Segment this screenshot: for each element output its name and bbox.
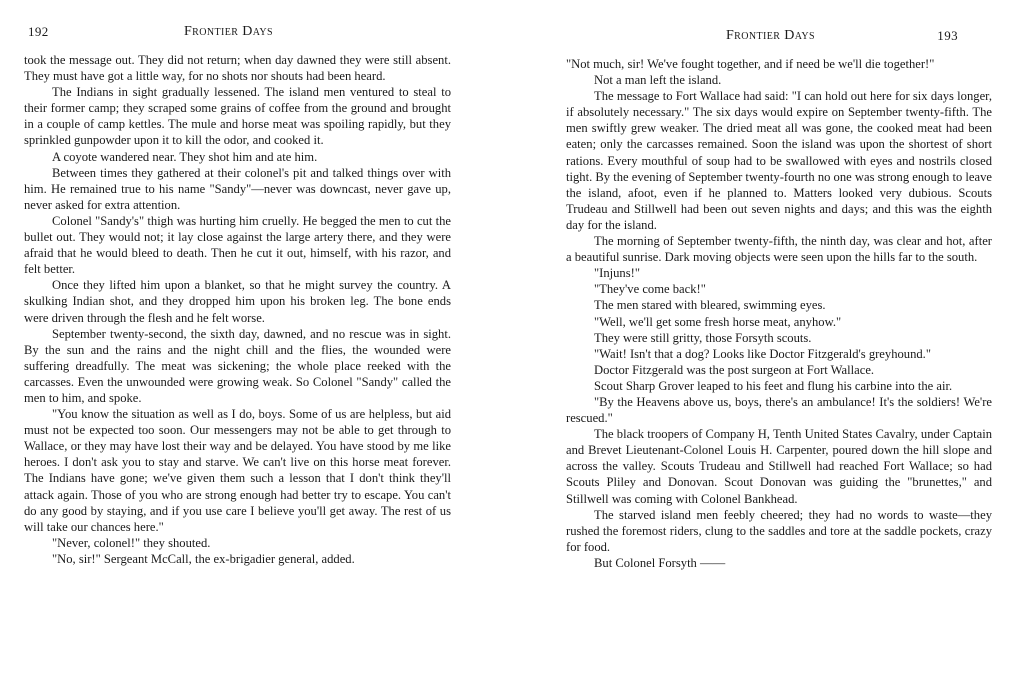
paragraph: Doctor Fitzgerald was the post surgeon at Fort Wallace.	[594, 362, 875, 377]
running-head	[566, 28, 992, 46]
paragraph: September twenty-second, the sixth day, dawned, and no rescue was in sight. By the sun and the rains and the night chill and the flies, the wounded were suffering dreadfully. The meat was sickening; the whole place reeked with the carcasses. Even the unwounded were growing weak. So Colonel "Sandy" called the men to him, and spoke.	[24, 326, 451, 405]
body-text	[566, 56, 992, 571]
page-number: 192	[28, 24, 49, 39]
paragraph: The message to Fort Wallace had said: "I can hold out here for six days longer, if absolutely necessary." The six days would expire on September twenty-fifth. The men swiftly grew weaker. The dried meat all was gone, the cooked meat had been eaten; only the carcasses remained. Soon the island was upon the shortest of short rations. Every mouthful of soup had to be swallowed with eyes and nostrils closed tight. By the evening of September twenty-fourth no one was strong enough to leave the island, afoot, even if he planned to. Matters looked very dubious. Scouts Trudeau and Stillwell had been out seven nights and days; and this was the eighth day for the island.	[566, 89, 992, 232]
paragraph: "By the Heavens above us, boys, there's an ambulance! It's the soldiers! We're rescued."	[566, 394, 992, 426]
paragraph: Not a man left the island.	[594, 73, 722, 88]
paragraph: took the message out. They did not return; when day dawned they were still absent. They must have got a little way, for no shots nor shouts had been heard.	[24, 53, 451, 84]
paragraph: "Well, we'll get some fresh horse meat, anyhow."	[594, 314, 842, 329]
paragraph: Scout Sharp Grover leaped to his feet and flung his carbine into the air.	[594, 378, 953, 393]
paragraph: They were still gritty, those Forsyth scouts.	[594, 330, 812, 345]
paragraph: The Indians in sight gradually lessened. The island men ventured to steal to their former camp; they scraped some grains of coffee from the ground and brought in a couple of camp kettles. The mule and horse meat was spoiling rapidly, but they sprinkled gunpowder upon it to kill the odor, and cooked it.	[24, 85, 451, 148]
paragraph: The men stared with bleared, swimming eyes.	[594, 298, 826, 313]
running-head	[24, 24, 451, 42]
paragraph: "No, sir!" Sergeant McCall, the ex-brigadier general, added.	[52, 551, 355, 566]
body-text	[24, 52, 451, 567]
paragraph: Once they lifted him upon a blanket, so that he might survey the country. A skulking Indian shot, and they dropped him upon his broken leg. The bone ends were driven through the flesh and he felt worse.	[24, 278, 451, 325]
paragraph: "Not much, sir! We've fought together, and if need be we'll die together!"	[566, 57, 935, 71]
paragraph: "Wait! Isn't that a dog? Looks like Doctor Fitzgerald's greyhound."	[594, 346, 931, 361]
paragraph: The starved island men feebly cheered; they had no words to waste—they rushed the foremost riders, clung to the saddles and tore at the saddle pockets, crazy for food.	[566, 507, 992, 554]
paragraph: "Never, colonel!" they shouted.	[52, 535, 211, 550]
paragraph: "You know the situation as well as I do, boys. Some of us are helpless, but aid must not be expected too soon. Our messengers may not be able to get through to Wallace, or they may have lost their way and be delayed. You have stood by me like heroes. I don't ask you to stay and starve. We can't live on this horse meat forever. The Indians have gone; we've given them such a lesson that I don't think they'll attack again. Those of you who are strong enough had better try to escape. You can't do any good by staying, and if you use care I believe you'll get away. The rest of us will take our chances here."	[24, 407, 451, 534]
paragraph: The black troopers of Company H, Tenth United States Cavalry, under Captain and Brevet Lieutenant-Colonel Louis H. Carpenter, poured down the hill slope and across the valley. Scouts Trudeau and Stillwell had reached Fort Wallace; so had Scouts Pliley and Donovan. Scout Donovan was guiding the "brunettes," and Stillwell was coming with Colonel Bankhead.	[566, 427, 992, 506]
paragraph: Between times they gathered at their colonel's pit and talked things over with him. He remained true to his name "Sandy"—never was downcast, never gave up, never asked for extra attention.	[24, 165, 451, 212]
paragraph: Colonel "Sandy's" thigh was hurting him cruelly. He begged the men to cut the bullet out. They would not; it lay close against the large artery there, and they were afraid that he would bleed to death. Then he cut it out, himself, with his razor, and felt better.	[24, 213, 451, 277]
running-head-title: Frontier Days	[184, 24, 274, 39]
paragraph: A coyote wandered near. They shot him and ate him.	[52, 149, 318, 164]
page-number: 193	[937, 28, 958, 43]
right-page	[509, 0, 1018, 693]
paragraph: The morning of September twenty-fifth, the ninth day, was clear and hot, after a beautiful sunrise. Dark moving objects were seen upon the hills far to the south.	[566, 234, 992, 265]
running-head-title: Frontier Days	[726, 28, 816, 43]
paragraph: "They've come back!"	[594, 282, 706, 297]
paragraph: "Injuns!"	[594, 266, 640, 281]
paragraph: But Colonel Forsyth ——	[594, 555, 726, 570]
